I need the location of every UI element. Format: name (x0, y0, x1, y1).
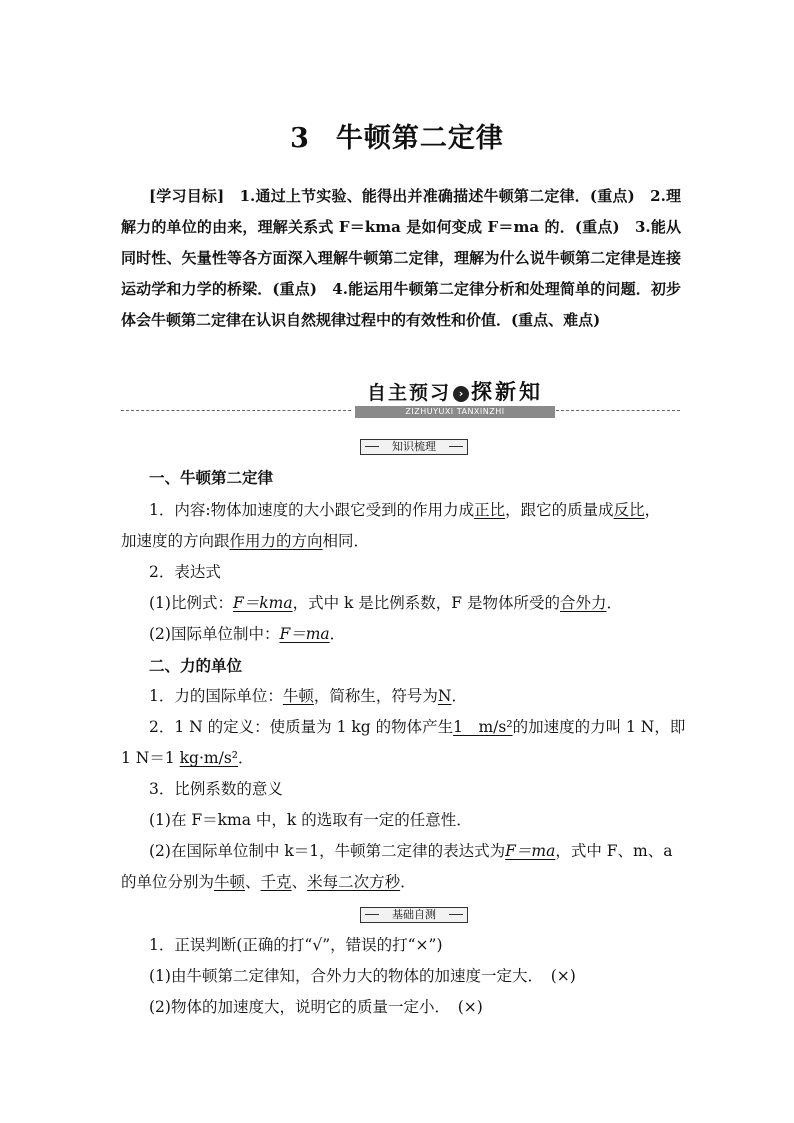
s2-p2-answer-1: 1 m/s² (453, 718, 513, 736)
selftest-label (0, 904, 794, 924)
banner-divider-left (121, 410, 351, 411)
question-1: 1．正误判断(正确的打“√”，错误的打“×”) (149, 936, 443, 954)
s2-p1-e: ． (451, 687, 467, 705)
knowledge-label-text: 知识梳理 (360, 439, 468, 455)
s2-p5-a: (2)在国际单位制中 k＝1，牛顿第二定律的表达式为 (149, 842, 506, 860)
s2-p2-answer-2: kg·m/s² (179, 749, 238, 767)
s2-p2-d: 1 N＝1 (121, 749, 175, 767)
s1-p2: 2．表达式 (149, 563, 221, 581)
s1-p1-h: 相同． (322, 532, 370, 550)
selftest-label-text: 基础自测 (360, 907, 468, 923)
s2-p5-d: 的单位分别为 (121, 873, 215, 891)
s2-p2-line2 (121, 743, 254, 774)
s2-p1-answer-1: 牛顿 (282, 687, 314, 705)
s1-p1-answer-3: 作用力的方向 (229, 532, 323, 550)
s1-p3-a: (1)比例式： (149, 594, 233, 612)
banner-divider-right (556, 410, 680, 411)
question-1-item-2: (2)物体的加速度大，说明它的质量一定小． (×) (149, 998, 483, 1016)
s1-p1-e: ， (644, 501, 661, 519)
s2-p1 (149, 681, 467, 712)
banner-title (353, 378, 557, 406)
knowledge-label (0, 436, 794, 456)
s2-p5-c: ，式中 F、m、a (555, 842, 673, 860)
s2-p5-h: 、 (291, 873, 308, 891)
s2-p5-answer-2: 牛顿 (214, 873, 246, 891)
s1-p1-line2 (121, 526, 369, 557)
s2-p5-answer-1: F＝ma (505, 842, 556, 860)
banner-left-text: 自主预习 (366, 382, 451, 404)
s1-p4-c: ． (329, 625, 346, 643)
s1-p1-f: 加速度的方向跟 (121, 532, 230, 550)
s2-p5-answer-3: 千克 (260, 873, 292, 891)
s1-p4-answer: F＝ma (279, 625, 330, 643)
chevron-right-icon: › (453, 386, 469, 402)
section-heading-2: 二、力的单位 (149, 656, 243, 675)
title-text: 牛顿第二定律 (335, 123, 504, 154)
s1-p1-answer-2: 反比 (613, 501, 645, 519)
s1-p3 (149, 588, 622, 619)
s2-p1-a: 1．力的国际单位： (149, 687, 283, 705)
s1-p1-a: 1．内容:物体加速度的大小跟它受到的作用力成 (149, 501, 475, 519)
s1-p3-answer: F＝kma (232, 594, 293, 612)
s1-p1-line1 (149, 495, 660, 526)
s2-p2-line1 (149, 712, 685, 743)
s2-p5-line2 (121, 867, 416, 898)
s2-p5-answer-4: 米每二次方秒 (307, 873, 401, 891)
s1-p3-e: ． (606, 594, 623, 612)
s2-p2-f: ． (238, 749, 254, 767)
section-heading-1: 一、牛顿第二定律 (149, 468, 274, 487)
section-banner (0, 378, 794, 418)
s1-p4-a: (2)国际单位制中： (149, 625, 280, 643)
s2-p2-a: 2．1 N 的定义：使质量为 1 kg 的物体产生 (149, 718, 454, 736)
s1-p3-c: ，式中 k 是比例系数，F 是物体所受的 (292, 594, 560, 612)
s1-p4 (149, 619, 345, 650)
s2-p1-answer-2: N (437, 687, 452, 705)
banner-subtitle: ZIZHUYUXI TANXINZHI (355, 406, 555, 418)
s2-p2-c: 的加速度的力叫 1 N，即 (512, 718, 686, 736)
banner-right-text: 探新知 (471, 380, 543, 404)
page-title (0, 116, 794, 155)
s2-p4: (1)在 F＝kma 中，k 的选取有一定的任意性． (149, 811, 472, 829)
learning-objectives (121, 181, 681, 336)
objectives-text: 1.通过上节实验、能得出并准确描述牛顿第二定律．(重点) 2.理解力的单位的由来，理解关系式 F＝kma 是如何变成 F＝ma 的．(重点) 3.能从同时性、矢量性等各方面深入理解牛顿第二定律，理解为什么说牛顿第二定律是连接运动学和力学的桥梁．(重点) 4.能运用牛顿第二定律分析和处理简单的问题．初步体会牛顿第二定律在认识自然规律过程中的有效性和价值．(重点、难点) (121, 187, 681, 329)
s2-p3: 3．比例系数的意义 (149, 780, 283, 798)
s2-p1-c: ，简称生，符号为 (313, 687, 438, 705)
s2-p5-j: ． (400, 873, 416, 891)
s1-p3-answer-2: 合外力 (560, 594, 607, 612)
title-number: 3 (290, 123, 310, 154)
s2-p5-f: 、 (245, 873, 261, 891)
s1-p1-answer-1: 正比 (474, 501, 506, 519)
question-1-item-1: (1)由牛顿第二定律知，合外力大的物体的加速度一定大． (×) (149, 967, 576, 985)
objectives-label: [学习目标] (149, 187, 225, 205)
s1-p1-c: ，跟它的质量成 (505, 501, 614, 519)
s2-p5-line1 (149, 836, 672, 867)
